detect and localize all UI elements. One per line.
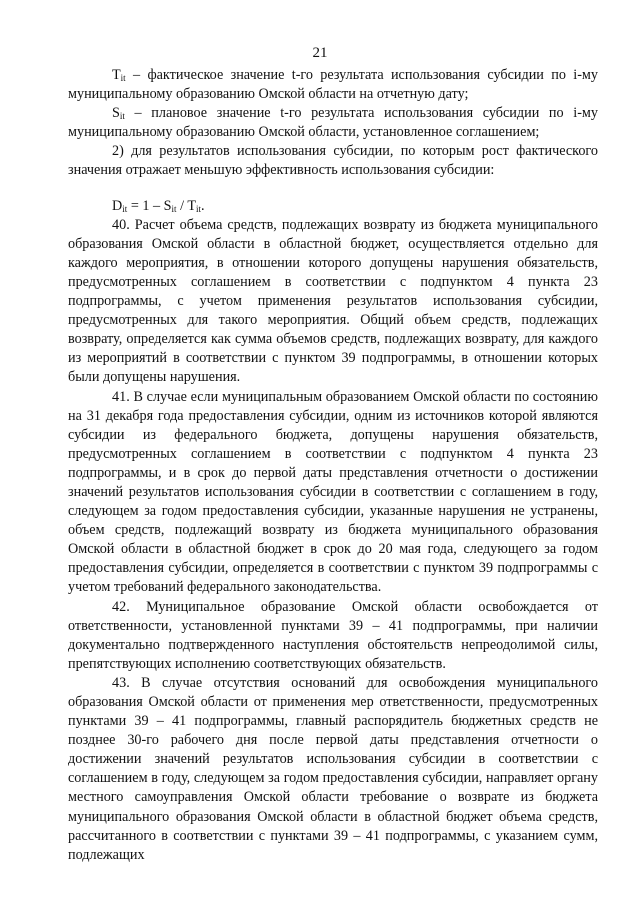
- paragraph-41: 41. В случае если муниципальным образованием Омской области по состоянию на 31 декабря года предоставления субсидии, одним из источников которой являются субсидии из федерального бюджета, допущены нарушения обязательств, предусмотренных соглашением в соответствии с подпунктом 4 пункта 23 подпрограммы, и в срок до первой даты представления отчетности о достижении значений результатов использования субсидии в соответствии с соглашением в году, следующем за годом предоставления субсидии, указанные нарушения не устранены, объем средств, подлежащий возврату из бюджета муниципального образования Омской области в областной бюджет в срок до 20 мая года, следующего за годом предоставления субсидии, определяется в соответствии с пунктом 39 подпрограммы с учетом требований федерального законодательства.: [68, 388, 598, 596]
- document-body: [68, 66, 598, 865]
- formula-equals: = 1 –: [127, 197, 164, 214]
- formula-s-symbol: S: [163, 197, 172, 214]
- s-symbol: S: [112, 105, 120, 122]
- formula-t-subscript: it: [196, 203, 202, 214]
- definition-s-text: – плановое значение t-го результата использования субсидии по i-му муниципальному образованию Омской области, установленное соглашением;: [68, 105, 598, 141]
- t-symbol: T: [112, 67, 121, 83]
- formula-d-symbol: D: [112, 197, 123, 214]
- formula-d-subscript: it: [122, 203, 128, 214]
- paragraph-42: 42. Муниципальное образование Омской области освобождается от ответственности, установленной пунктами 39 – 41 подпрограммы, при наличии документально подтвержденного наступления обстоятельств непреодолимой силы, препятствующих исполнению соответствующих обязательств.: [68, 598, 598, 672]
- definition-s: [68, 104, 598, 142]
- definition-t-text: – фактическое значение t-го результата использования субсидии по i-му муниципальному образованию Омской области на отчетную дату;: [68, 67, 598, 103]
- paragraph-40: 40. Расчет объема средств, подлежащих возврату из бюджета муниципального образования Омской области в областной бюджет, осуществляется отдельно для каждого мероприятия, в отношении которого допущены нарушения обязательств, предусмотренных соглашением в соответствии с подпунктом 4 пункта 23 подпрограммы, с учетом применения результатов использования субсидии, предусмотренных для такого мероприятия. Общий объем средств, подлежащих возврату, определяется как сумма объемов средств, подлежащих возврату, для каждого из мероприятий в соответствии с пунктом 39 подпрограммы, в отношении которых были допущены нарушения.: [68, 216, 598, 386]
- t-subscript: it: [120, 73, 126, 83]
- item-2-text: 2) для результатов использования субсидии, по которым рост фактического значения отражает меньшую эффективность использования субсидии:: [68, 143, 598, 179]
- s-subscript: it: [119, 111, 125, 122]
- formula-end: .: [201, 197, 205, 214]
- formula-d: [68, 197, 598, 216]
- formula-t-symbol: T: [187, 197, 197, 214]
- paragraph-43: 43. В случае отсутствия оснований для освобождения муниципального образования Омской области от применения мер ответственности, предусмотренных пунктами 39 – 41 подпрограммы, главный распорядитель бюджетных средств не позднее 30-го рабочего дня после первой даты представления отчетности о достижении значений результатов использования субсидии в соответствии с соглашением в году, следующем за годом предоставления субсидии, направляет органу местного самоуправления Омской области требование о возврате из бюджета муниципального образования Омской области в областной бюджет объема средств, рассчитанного в соответствии с пунктами 39 – 41 подпрограммы, с указанием сумм, подлежащих: [68, 674, 598, 863]
- formula-s-subscript: it: [171, 203, 177, 214]
- page-number: 21: [312, 45, 328, 61]
- formula-slash: /: [176, 197, 188, 214]
- definition-t: [68, 66, 598, 104]
